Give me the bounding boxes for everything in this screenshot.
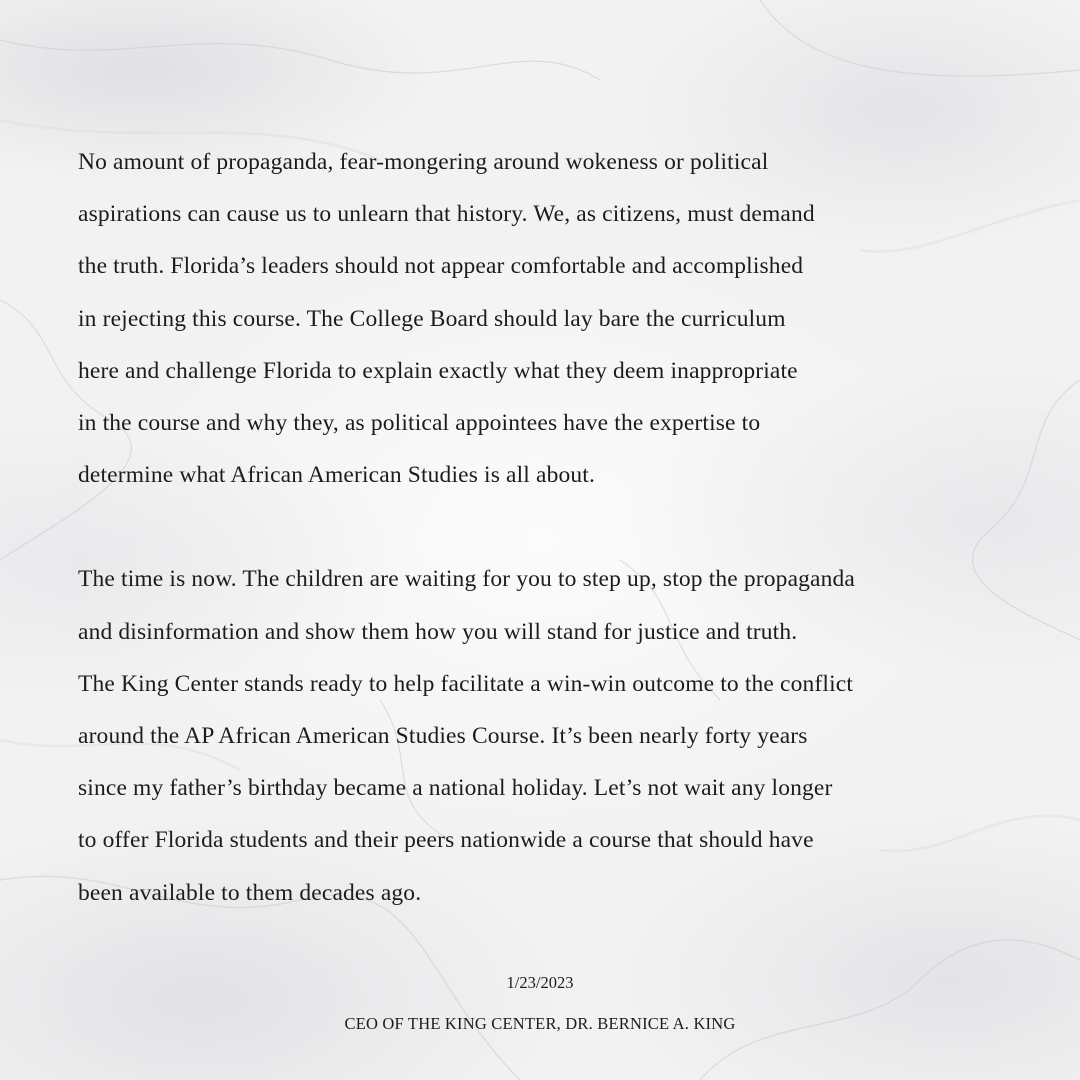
statement-date: 1/23/2023 (506, 973, 574, 992)
paragraph-2: The time is now. The children are waiting for you to step up, stop the propaganda and disinformation and show them how you will stand for justice and truth. The King Center stands ready to help facilitate a win-win outcome to the conflict around the AP African American Studies Course. It’s been nearly forty years since my father’s birthday became a national holiday. Let’s not wait any longer to offer Florida students and their peers nationwide a course that should have been available to them decades ago. (78, 566, 856, 906)
paragraph-1: No amount of propaganda, fear-mongering around wokeness or political aspirations can cause us to unlearn that history. We, as citizens, must demand the truth. Florida’s leaders should not appear comfortable and accomplished in rejecting this course. The College Board should lay bare the curriculum here and challenge Florida to explain exactly what they deem inappropriate in the course and why they, as political appointees have the expertise to determine what African American Studies is all about. (78, 149, 815, 489)
statement-body (78, 136, 1018, 919)
statement-attribution: CEO OF THE KING CENTER, DR. BERNICE A. KING (344, 1014, 736, 1033)
